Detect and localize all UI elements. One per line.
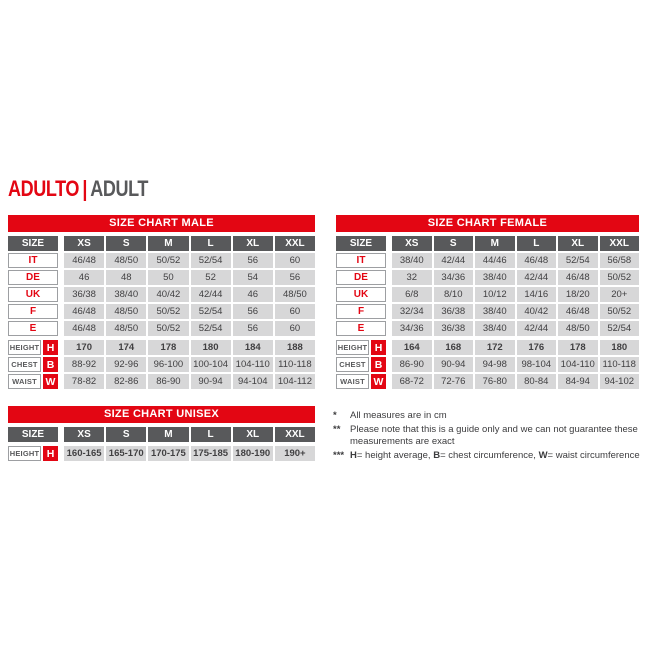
value-cell: 60 [275, 304, 315, 319]
measure-value-cell: 180 [191, 340, 231, 355]
measure-value-cell: 180-190 [233, 446, 273, 461]
table-title: SIZE CHART MALE [8, 215, 315, 232]
value-cell: 52 [191, 270, 231, 285]
value-cell: 48/50 [106, 321, 146, 336]
measure-value-cell: 98-104 [517, 357, 557, 372]
value-cell: 52/54 [600, 321, 640, 336]
measure-label [8, 340, 58, 355]
measure-value-cell: 165-170 [106, 446, 146, 461]
value-cell: 40/42 [148, 287, 188, 302]
measure-grid [8, 446, 315, 461]
page-title-primary: ADULTO [8, 176, 80, 201]
measure-label-box: CHEST [336, 357, 369, 372]
measure-value-cell: 104-110 [233, 357, 273, 372]
measure-value-cell: 170 [64, 340, 104, 355]
value-cell: 36/38 [64, 287, 104, 302]
measure-value-cell: 172 [475, 340, 515, 355]
measure-value-cell: 76-80 [475, 374, 515, 389]
column-header-cell: M [148, 427, 188, 442]
column-header-cell: XXL [600, 236, 640, 251]
value-cell: 46/48 [64, 321, 104, 336]
measure-value-cell: 164 [392, 340, 432, 355]
measure-badge: W [371, 374, 386, 389]
measure-value-cell: 170-175 [148, 446, 188, 461]
size-header-cell: SIZE [8, 236, 58, 251]
measure-value-cell: 88-92 [64, 357, 104, 372]
footnote-marker: * [333, 410, 337, 421]
column-header-cell: XL [558, 236, 598, 251]
footnote-text-segment: = height average, [356, 449, 434, 461]
value-cell: 38/40 [106, 287, 146, 302]
value-cell: 50/52 [600, 270, 640, 285]
measure-value-cell: 82-86 [106, 374, 146, 389]
value-cell: 50/52 [148, 253, 188, 268]
footnote-text-segment: = chest circumference, [440, 449, 539, 461]
table-grid [8, 236, 315, 336]
value-cell: 50/52 [148, 304, 188, 319]
value-cell: 56 [233, 321, 273, 336]
value-cell: 6/8 [392, 287, 432, 302]
measure-value-cell: 178 [148, 340, 188, 355]
value-cell: 50 [148, 270, 188, 285]
measure-value-cell: 180 [600, 340, 640, 355]
measure-label [336, 357, 386, 372]
measure-label [8, 357, 58, 372]
row-label: E [336, 321, 386, 336]
footnote [333, 424, 643, 449]
page-title-secondary: ADULT [90, 176, 148, 201]
value-cell: 44/46 [475, 253, 515, 268]
row-label: DE [8, 270, 58, 285]
footnote-text: Please note that this is a guide only and we can not guarantee these measurements are exact [350, 423, 638, 447]
measure-label-box: CHEST [8, 357, 41, 372]
value-cell: 36/38 [434, 304, 474, 319]
value-cell: 46/48 [517, 253, 557, 268]
measure-value-cell: 68-72 [392, 374, 432, 389]
measure-badge: H [43, 340, 58, 355]
size-header-cell: SIZE [336, 236, 386, 251]
measure-value-cell: 94-98 [475, 357, 515, 372]
value-cell: 50/52 [600, 304, 640, 319]
measure-value-cell: 90-94 [191, 374, 231, 389]
measure-value-cell: 80-84 [517, 374, 557, 389]
value-cell: 32/34 [392, 304, 432, 319]
row-label: DE [336, 270, 386, 285]
measure-label-box: HEIGHT [8, 340, 41, 355]
value-cell: 38/40 [392, 253, 432, 268]
value-cell: 56 [233, 253, 273, 268]
measure-grid [336, 340, 639, 389]
value-cell: 46/48 [64, 304, 104, 319]
measure-value-cell: 86-90 [148, 374, 188, 389]
value-cell: 48/50 [275, 287, 315, 302]
column-header-cell: XL [233, 427, 273, 442]
value-cell: 46/48 [64, 253, 104, 268]
column-header-cell: M [475, 236, 515, 251]
value-cell: 52/54 [191, 304, 231, 319]
table-grid [336, 236, 639, 336]
footnote-text: All measures are in cm [350, 410, 447, 421]
measure-value-cell: 104-112 [275, 374, 315, 389]
measure-badge: B [43, 357, 58, 372]
value-cell: 60 [275, 253, 315, 268]
footnote-text-segment: B [433, 449, 441, 461]
value-cell: 46/48 [558, 304, 598, 319]
measure-value-cell: 176 [517, 340, 557, 355]
value-cell: 48/50 [106, 304, 146, 319]
value-cell: 8/10 [434, 287, 474, 302]
measure-value-cell: 168 [434, 340, 474, 355]
page-title-separator: | [82, 176, 87, 201]
value-cell: 52/54 [558, 253, 598, 268]
column-header-cell: S [106, 236, 146, 251]
measure-value-cell: 190+ [275, 446, 315, 461]
measure-label-box: HEIGHT [8, 446, 41, 461]
measure-value-cell: 160-165 [64, 446, 104, 461]
measure-value-cell: 84-94 [558, 374, 598, 389]
measure-label [336, 340, 386, 355]
row-label: IT [8, 253, 58, 268]
column-header-cell: XS [64, 236, 104, 251]
value-cell: 42/44 [517, 270, 557, 285]
column-header-cell: XS [64, 427, 104, 442]
value-cell: 56 [275, 270, 315, 285]
value-cell: 52/54 [191, 253, 231, 268]
value-cell: 56 [233, 304, 273, 319]
column-header-cell: L [517, 236, 557, 251]
footnote-text-segment: = waist circumference [547, 449, 640, 461]
footnotes [333, 410, 643, 463]
column-header-cell: XXL [275, 427, 315, 442]
size-header-cell: SIZE [8, 427, 58, 442]
measure-value-cell: 100-104 [191, 357, 231, 372]
row-label: E [8, 321, 58, 336]
measure-label [8, 374, 58, 389]
footnote-text-segment: H [350, 449, 357, 461]
value-cell: 38/40 [475, 321, 515, 336]
measure-badge: B [371, 357, 386, 372]
footnote [333, 450, 643, 463]
value-cell: 20+ [600, 287, 640, 302]
measure-value-cell: 174 [106, 340, 146, 355]
measure-label [336, 374, 386, 389]
value-cell: 14/16 [517, 287, 557, 302]
column-header-cell: M [148, 236, 188, 251]
value-cell: 48/50 [558, 321, 598, 336]
row-label: F [336, 304, 386, 319]
measure-value-cell: 96-100 [148, 357, 188, 372]
measure-value-cell: 110-118 [275, 357, 315, 372]
measure-value-cell: 175-185 [191, 446, 231, 461]
measure-value-cell: 86-90 [392, 357, 432, 372]
value-cell: 34/36 [434, 270, 474, 285]
value-cell: 40/42 [517, 304, 557, 319]
value-cell: 50/52 [148, 321, 188, 336]
size-chart-unisex-table [8, 406, 315, 461]
footnote-marker: *** [333, 449, 345, 461]
value-cell: 48 [106, 270, 146, 285]
value-cell: 42/44 [191, 287, 231, 302]
column-header-cell: XS [392, 236, 432, 251]
value-cell: 38/40 [475, 304, 515, 319]
measure-value-cell: 94-104 [233, 374, 273, 389]
value-cell: 60 [275, 321, 315, 336]
value-cell: 46 [233, 287, 273, 302]
size-chart-female-table [336, 215, 639, 389]
row-label: F [8, 304, 58, 319]
measure-badge: H [43, 446, 58, 461]
measure-badge: W [43, 374, 58, 389]
column-header-cell: L [191, 236, 231, 251]
footnote [333, 410, 643, 423]
column-header-cell: S [434, 236, 474, 251]
value-cell: 34/36 [392, 321, 432, 336]
footnote-text [350, 450, 643, 463]
measure-value-cell: 104-110 [558, 357, 598, 372]
measure-label-box: HEIGHT [336, 340, 369, 355]
measure-label-box: WAIST [336, 374, 369, 389]
measure-label [8, 446, 58, 461]
value-cell: 42/44 [517, 321, 557, 336]
measure-value-cell: 78-82 [64, 374, 104, 389]
value-cell: 42/44 [434, 253, 474, 268]
column-header-cell: XL [233, 236, 273, 251]
page-title [8, 176, 148, 202]
measure-grid [8, 340, 315, 389]
measure-value-cell: 178 [558, 340, 598, 355]
value-cell: 52/54 [191, 321, 231, 336]
measure-value-cell: 90-94 [434, 357, 474, 372]
measure-label-box: WAIST [8, 374, 41, 389]
row-label: UK [8, 287, 58, 302]
value-cell: 54 [233, 270, 273, 285]
value-cell: 56/58 [600, 253, 640, 268]
value-cell: 36/38 [434, 321, 474, 336]
value-cell: 18/20 [558, 287, 598, 302]
measure-value-cell: 94-102 [600, 374, 640, 389]
row-label: UK [336, 287, 386, 302]
value-cell: 46 [64, 270, 104, 285]
measure-value-cell: 184 [233, 340, 273, 355]
value-cell: 48/50 [106, 253, 146, 268]
row-label: IT [336, 253, 386, 268]
measure-value-cell: 110-118 [600, 357, 640, 372]
table-title: SIZE CHART UNISEX [8, 406, 315, 423]
column-header-cell: L [191, 427, 231, 442]
measure-badge: H [371, 340, 386, 355]
size-chart-male-table [8, 215, 315, 389]
value-cell: 32 [392, 270, 432, 285]
table-grid [8, 427, 315, 442]
table-title: SIZE CHART FEMALE [336, 215, 639, 232]
value-cell: 10/12 [475, 287, 515, 302]
measure-value-cell: 92-96 [106, 357, 146, 372]
value-cell: 38/40 [475, 270, 515, 285]
column-header-cell: XXL [275, 236, 315, 251]
measure-value-cell: 72-76 [434, 374, 474, 389]
value-cell: 46/48 [558, 270, 598, 285]
footnote-marker: ** [333, 423, 341, 435]
column-header-cell: S [106, 427, 146, 442]
measure-value-cell: 188 [275, 340, 315, 355]
footnote-text-segment: W [538, 449, 548, 461]
